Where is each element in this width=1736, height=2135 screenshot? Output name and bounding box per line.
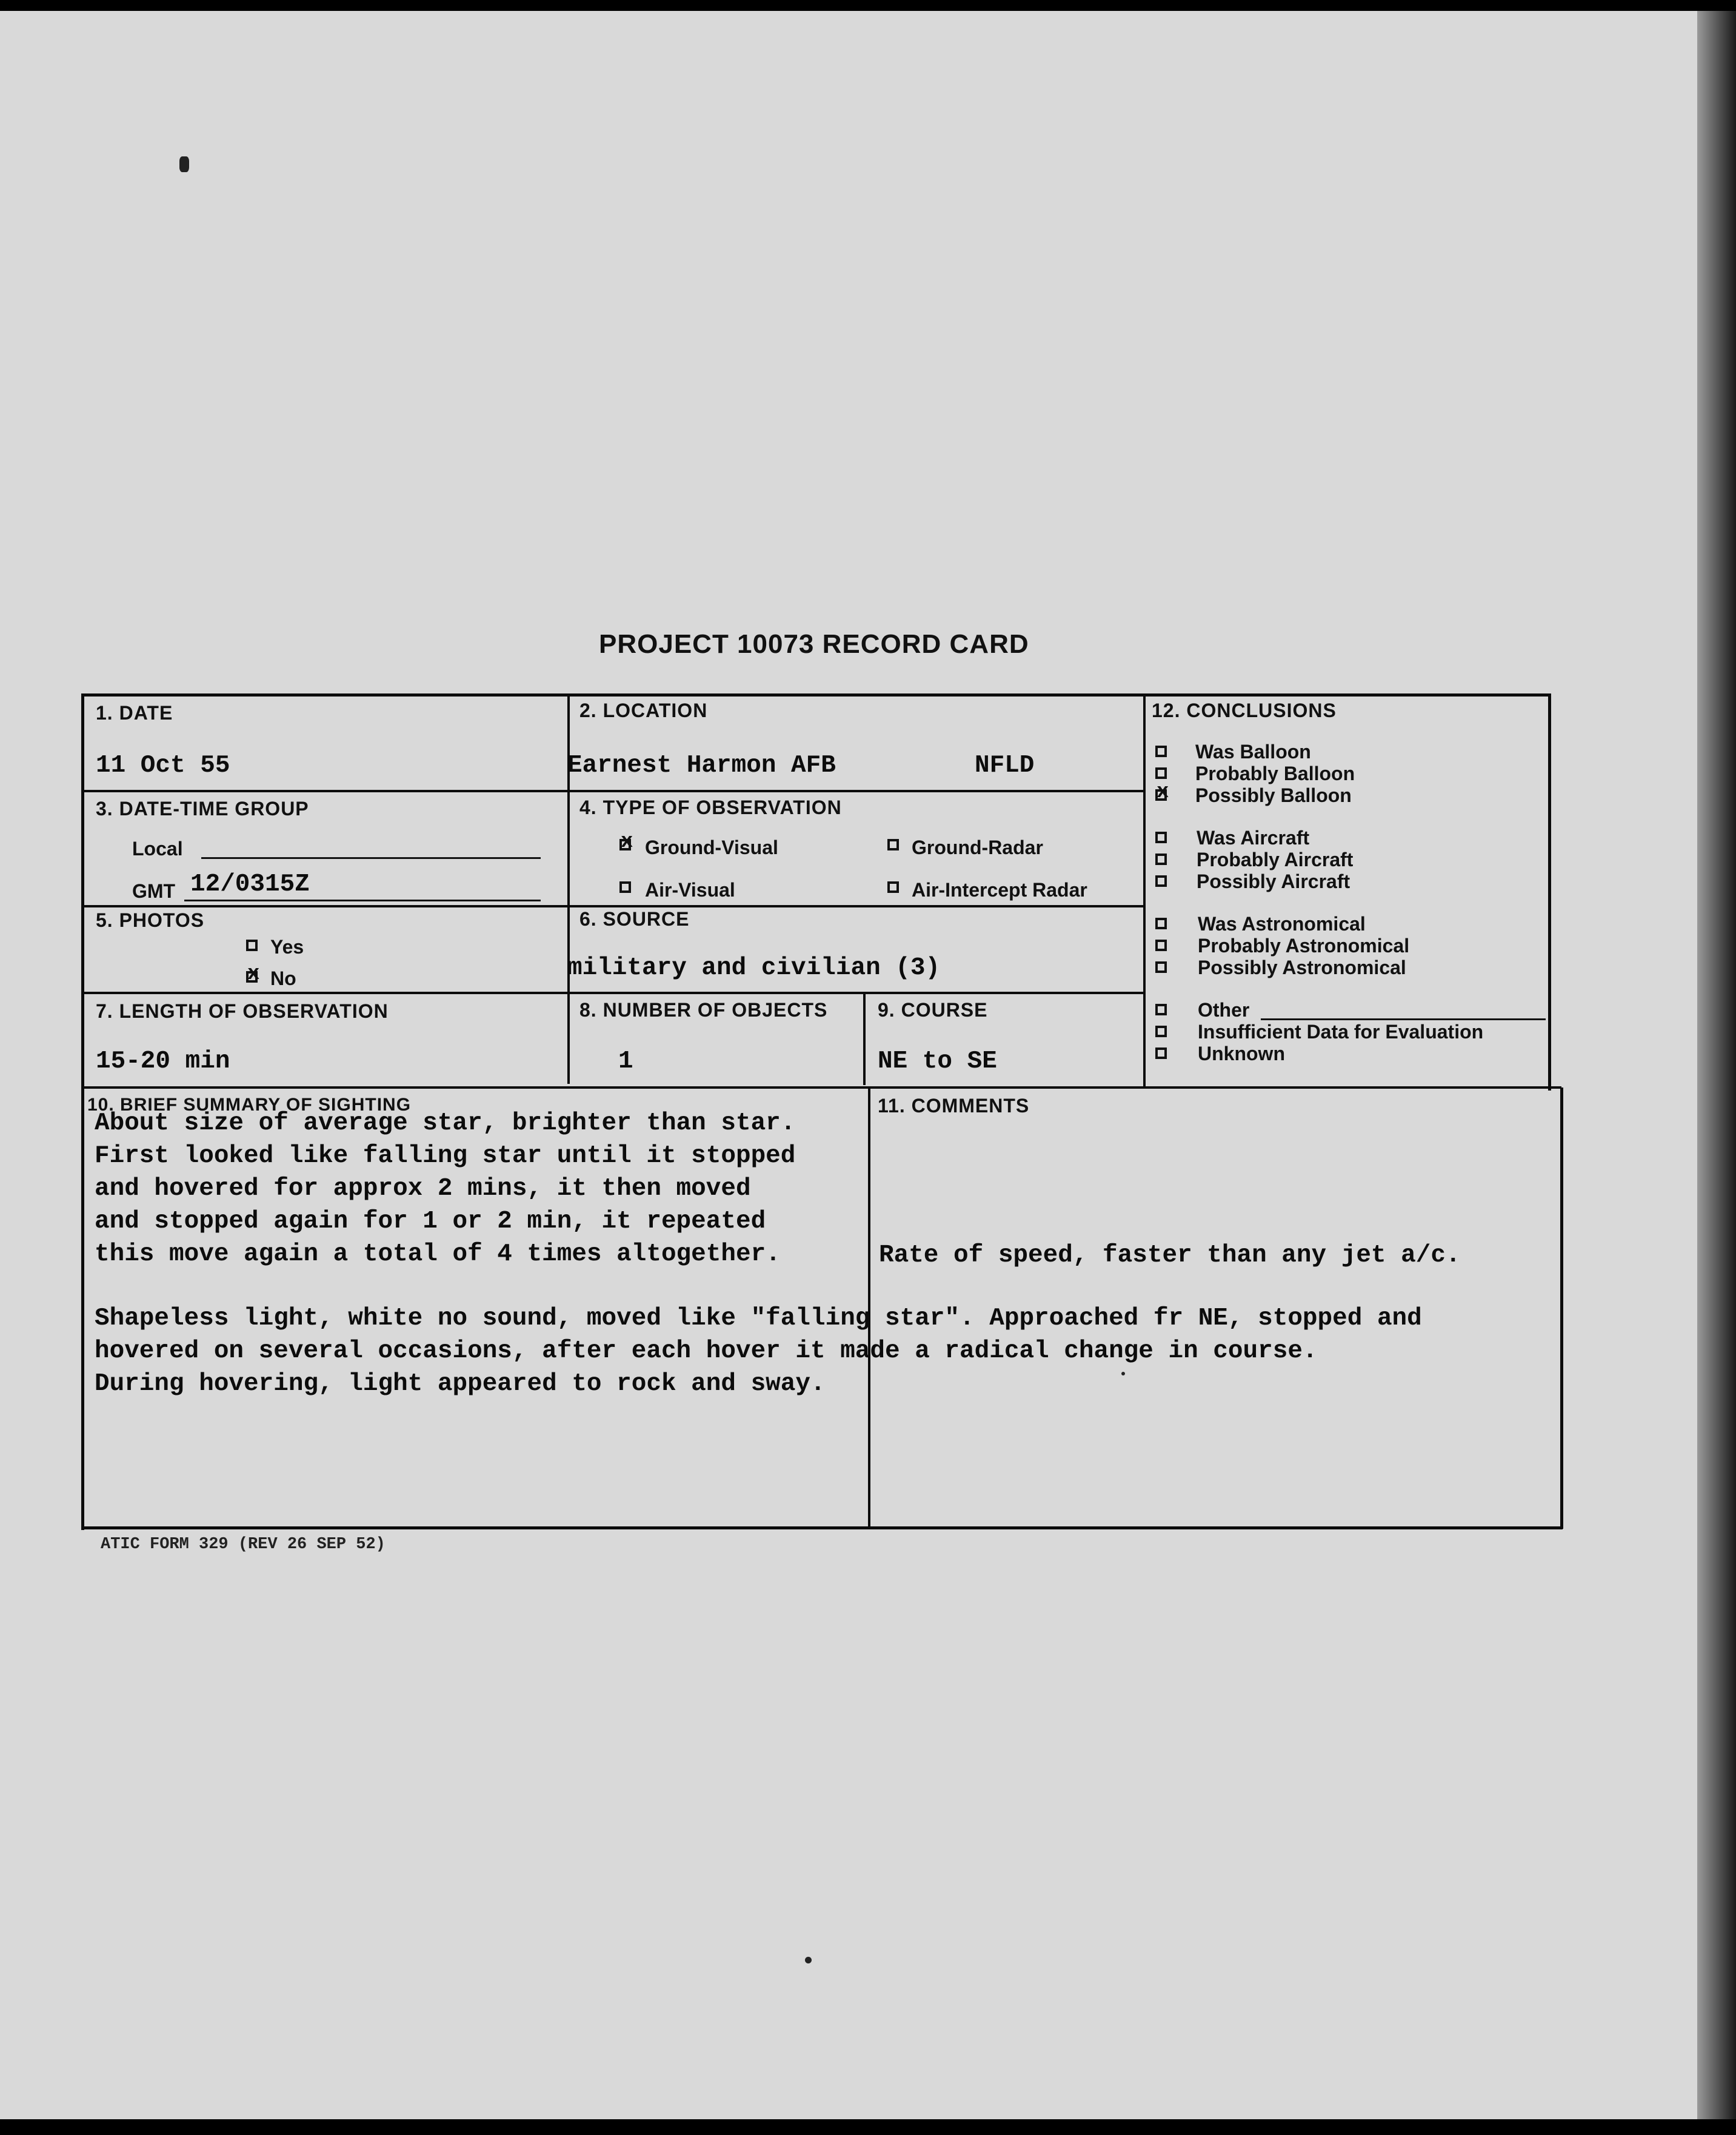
card-border-right-upper	[1548, 693, 1551, 1091]
summary-line: and stopped again for 1 or 2 min, it repeated	[95, 1208, 766, 1235]
air-intercept-radar-checkbox[interactable]	[887, 881, 899, 893]
was-astronomical-checkbox[interactable]	[1155, 918, 1167, 929]
scan-speck	[179, 156, 189, 172]
possibly-balloon-checkbox[interactable]	[1155, 789, 1167, 801]
objects-value: 1	[618, 1047, 633, 1075]
summary-line: During hovering, light appeared to rock and sway.	[95, 1370, 826, 1398]
possibly-astronomical-label: Possibly Astronomical	[1198, 957, 1406, 978]
document-page	[0, 11, 1697, 2119]
date-label: 1. DATE	[96, 702, 173, 724]
scan-speck	[1121, 1372, 1125, 1375]
ground-visual-label: Ground-Visual	[645, 837, 778, 858]
summary-label: 10. BRIEF SUMMARY OF SIGHTING	[87, 1095, 412, 1115]
unknown-label: Unknown	[1198, 1043, 1285, 1064]
summary-line: hovered on several occasions, after each hover it made a radical change in course.	[95, 1337, 1318, 1365]
location-value: Earnest Harmon AFB	[567, 752, 836, 780]
local-underline	[201, 857, 541, 859]
other-label: Other	[1198, 999, 1250, 1021]
divider-vertical	[863, 993, 866, 1085]
other-checkbox[interactable]	[1155, 1004, 1167, 1015]
summary-line: About size of average star, brighter than star.	[95, 1109, 796, 1137]
page-edge-shadow	[1697, 11, 1736, 2119]
other-underline	[1261, 1018, 1546, 1020]
possibly-astronomical-checkbox[interactable]	[1155, 961, 1167, 973]
divider-horizontal	[84, 790, 1144, 792]
source-label: 6. SOURCE	[579, 908, 690, 930]
was-balloon-checkbox[interactable]	[1155, 746, 1167, 757]
probably-astronomical-checkbox[interactable]	[1155, 940, 1167, 951]
length-value: 15-20 min	[96, 1047, 230, 1075]
air-visual-checkbox[interactable]	[619, 881, 631, 893]
ground-radar-label: Ground-Radar	[912, 837, 1043, 858]
divider-horizontal	[84, 905, 1144, 907]
divider-horizontal	[84, 1086, 1561, 1089]
air-visual-label: Air-Visual	[645, 879, 735, 901]
length-label: 7. LENGTH OF OBSERVATION	[96, 1000, 389, 1022]
summary-line: Shapeless light, white no sound, moved like "falling star". Approached fr NE, stopped and	[95, 1305, 1422, 1332]
photos-label: 5. PHOTOS	[96, 909, 205, 931]
photos-no-label: No	[270, 967, 296, 989]
objects-label: 8. NUMBER OF OBJECTS	[579, 999, 828, 1021]
ground-visual-checkbox[interactable]	[619, 839, 631, 850]
date-value: 11 Oct 55	[96, 752, 230, 780]
unknown-checkbox[interactable]	[1155, 1047, 1167, 1059]
was-balloon-label: Was Balloon	[1195, 741, 1311, 763]
ground-radar-checkbox[interactable]	[887, 839, 899, 850]
location-label: 2. LOCATION	[579, 700, 708, 721]
photos-yes-checkbox[interactable]	[246, 940, 258, 951]
probably-balloon-checkbox[interactable]	[1155, 767, 1167, 779]
probably-astronomical-label: Probably Astronomical	[1198, 935, 1410, 957]
conclusions-label: 12. CONCLUSIONS	[1152, 700, 1337, 721]
possibly-aircraft-label: Possibly Aircraft	[1197, 870, 1350, 892]
insufficient-data-checkbox[interactable]	[1155, 1026, 1167, 1037]
probably-aircraft-checkbox[interactable]	[1155, 854, 1167, 865]
local-label: Local	[132, 838, 183, 860]
card-border-right-lower	[1560, 1088, 1563, 1529]
photos-yes-label: Yes	[270, 936, 304, 958]
form-footer: ATIC FORM 329 (REV 26 SEP 52)	[101, 1535, 386, 1554]
summary-line: this move again a total of 4 times altogether.	[95, 1240, 781, 1268]
air-intercept-radar-label: Air-Intercept Radar	[912, 879, 1087, 901]
probably-aircraft-label: Probably Aircraft	[1197, 849, 1354, 870]
course-value: NE to SE	[878, 1047, 997, 1075]
comments-value: Rate of speed, faster than any jet a/c.	[879, 1241, 1461, 1269]
gmt-underline	[184, 900, 541, 901]
was-aircraft-label: Was Aircraft	[1197, 827, 1310, 849]
location-region: NFLD	[975, 752, 1035, 780]
form-title: PROJECT 10073 RECORD CARD	[599, 629, 1029, 659]
possibly-aircraft-checkbox[interactable]	[1155, 875, 1167, 887]
possibly-balloon-label: Possibly Balloon	[1195, 784, 1352, 806]
divider-vertical	[1143, 696, 1146, 1088]
gmt-value: 12/0315Z	[190, 870, 310, 898]
observation-type-label: 4. TYPE OF OBSERVATION	[579, 797, 842, 818]
scan-speck	[805, 1957, 812, 1963]
probably-balloon-label: Probably Balloon	[1195, 763, 1355, 784]
card-border-top	[81, 693, 1551, 697]
card-border-bottom	[84, 1526, 1563, 1529]
photos-no-checkbox[interactable]	[246, 971, 258, 983]
comments-label: 11. COMMENTS	[878, 1095, 1030, 1117]
dtg-label: 3. DATE-TIME GROUP	[96, 798, 309, 820]
insufficient-data-label: Insufficient Data for Evaluation	[1198, 1021, 1484, 1043]
card-border-left	[81, 693, 84, 1530]
was-astronomical-label: Was Astronomical	[1198, 913, 1366, 935]
divider-horizontal	[84, 992, 1144, 994]
course-label: 9. COURSE	[878, 999, 988, 1021]
summary-line: and hovered for approx 2 mins, it then moved	[95, 1175, 751, 1203]
summary-line: First looked like falling star until it stopped	[95, 1142, 796, 1170]
source-value: military and civilian (3)	[567, 954, 941, 982]
was-aircraft-checkbox[interactable]	[1155, 832, 1167, 843]
gmt-label: GMT	[132, 880, 176, 902]
